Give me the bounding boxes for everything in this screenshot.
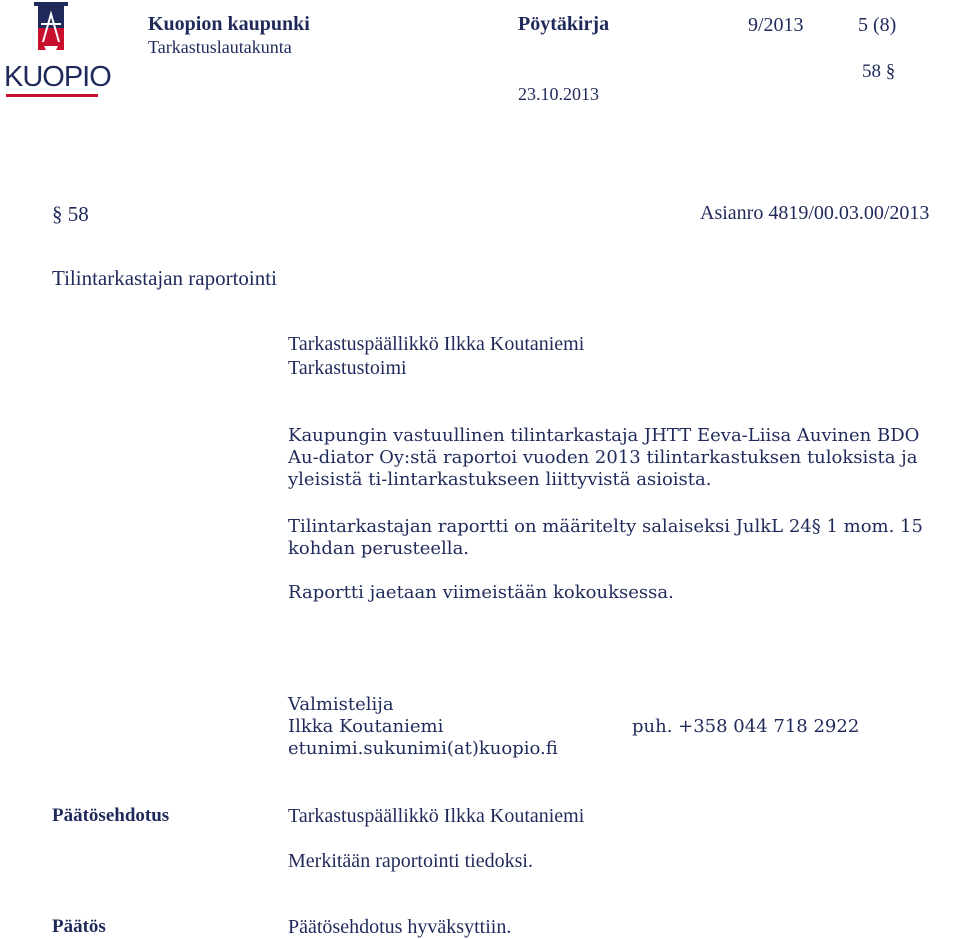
decision-text: Päätösehdotus hyväksyttiin. — [288, 916, 512, 938]
paragraph-confidential: Tilintarkastajan raportti on määritelty salaiseksi JulkL 24§ 1 mom. 15 kohdan perusteella. — [288, 516, 923, 559]
preparer-phone: puh. +358 044 718 2922 — [632, 716, 860, 737]
logo-underline — [6, 94, 98, 97]
proposal-text: Merkitään raportointi tiedoksi. — [288, 850, 533, 872]
presenter-name: Tarkastuspäällikkö Ilkka Koutaniemi — [288, 333, 585, 355]
section-number: § 58 — [52, 202, 89, 226]
kuopio-logo — [4, 2, 111, 98]
section-ref: 58 § — [862, 61, 896, 82]
decision-label: Päätös — [52, 916, 106, 937]
meeting-date: 23.10.2013 — [518, 84, 599, 104]
paragraph-distribution: Raportti jaetaan viimeistään kokouksessa. — [288, 582, 674, 603]
presenter-unit: Tarkastustoimi — [288, 357, 407, 379]
preparer-label: Valmistelija — [288, 694, 394, 715]
logo-wordmark: KUOPIO — [4, 61, 111, 93]
preparer-name: Ilkka Koutaniemi — [288, 716, 444, 737]
crest-icon — [34, 2, 68, 54]
preparer-email: etunimi.sukunimi(at)kuopio.fi — [288, 738, 558, 759]
dept-name: Tarkastuslautakunta — [148, 37, 292, 57]
doc-number: 9/2013 — [748, 14, 804, 36]
org-name: Kuopion kaupunki — [148, 13, 310, 35]
paragraph-intro: Kaupungin vastuullinen tilintarkastaja JHTT Eeva-Liisa Auvinen BDO Au-diator Oy:stä raportoi vuoden 2013 tilintarkastuksen tuloksista ja yleisistä ti-lintarkastukseen liittyvistä asioista. — [288, 425, 920, 490]
proposal-by: Tarkastuspäällikkö Ilkka Koutaniemi — [288, 805, 585, 827]
section-title: Tilintarkastajan raportointi — [52, 266, 277, 290]
doc-type: Pöytäkirja — [518, 13, 610, 35]
proposal-label: Päätösehdotus — [52, 805, 170, 826]
case-number: Asianro 4819/00.03.00/2013 — [700, 202, 930, 224]
page-number: 5 (8) — [858, 14, 897, 36]
